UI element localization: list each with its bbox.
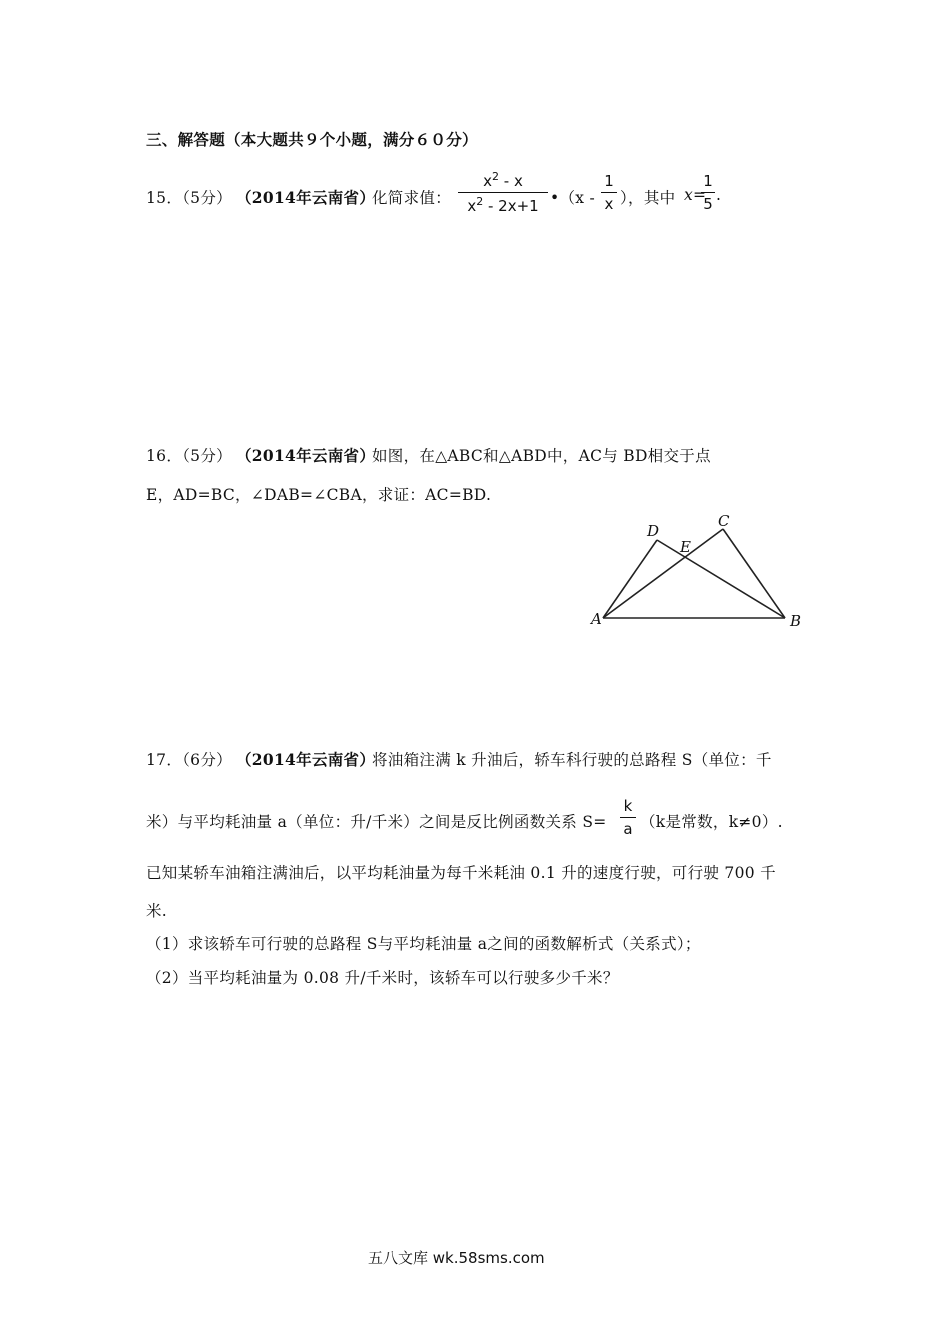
q16-line2: E，AD=BC，∠DAB=∠CBA，求证：AC=BD. [146,486,492,504]
q15-fraction-value [701,172,715,213]
label-b: B [790,612,802,630]
q16-triangle-figure [585,512,815,642]
q17-prefix: 17．（6分） [146,751,232,769]
q17-frac-numerator: k [623,797,633,815]
q17-line2-a: 米）与平均耗油量 a（单位：升/千米）之间是反比例函数关系 S= [146,813,607,831]
q17-line3: 已知某轿车油箱注满油后，以平均耗油量为每千米耗油 0.1 升的速度行驶，可行驶 700 千 [146,864,776,882]
q15-period: . [716,186,722,204]
q17-subquestion-2: （2）当平均耗油量为 0.08 升/千米时，该轿车可以行驶多少千米？ [146,969,619,987]
q15-frac3-numerator: 1 [703,172,713,190]
q16-source: （2014年云南省） [236,446,376,465]
q15-source: （2014年云南省） [236,188,376,207]
q15-var: x= [684,186,707,204]
footer-watermark: 五八文库 wk.58sms.com [368,1249,545,1267]
q15-frac2-denominator: x [604,195,614,213]
q17-line1: 将油箱注满 k 升油后，轿车科行驶的总路程 S（单位：千 [372,751,772,769]
q16-prefix: 16．（5分） [146,447,232,465]
q15-prefix: 15．（5分） [146,189,232,207]
q17-source: （2014年云南省） [236,750,376,769]
q17-line2-b: （k是常数，k≠0）. [640,813,783,831]
q17-line4: 米. [146,902,168,920]
q15-dot-paren: •（x - [550,189,596,207]
q15-text: 化简求值： [372,189,452,207]
q15-close: ），其中 [620,189,676,207]
q15-frac3-denominator: 5 [703,195,713,213]
q15-fraction-reciprocal [601,172,617,213]
q17-fraction [620,797,636,838]
q15-frac1-numerator: $x^2$ - x [483,170,523,190]
q16-line1: 如图，在△ABC和△ABD中，AC与 BD相交于点 [372,447,711,465]
q17-subquestion-1: （1）求该轿车可行驶的总路程 S与平均耗油量 a之间的函数解析式（关系式）； [146,935,701,953]
label-e: E [680,538,691,556]
q15-frac1-denominator: $x^2 - 2x+1$ [467,195,539,215]
q15-fraction-main [458,170,548,215]
q15-frac2-numerator: 1 [604,172,614,190]
q17-frac-denominator: a [623,820,633,838]
section-header: 三、解答题（本大题共９个小题，满分６０分） [146,130,478,149]
label-d: D [647,522,660,540]
label-a: A [591,610,602,628]
label-c: C [718,512,730,530]
